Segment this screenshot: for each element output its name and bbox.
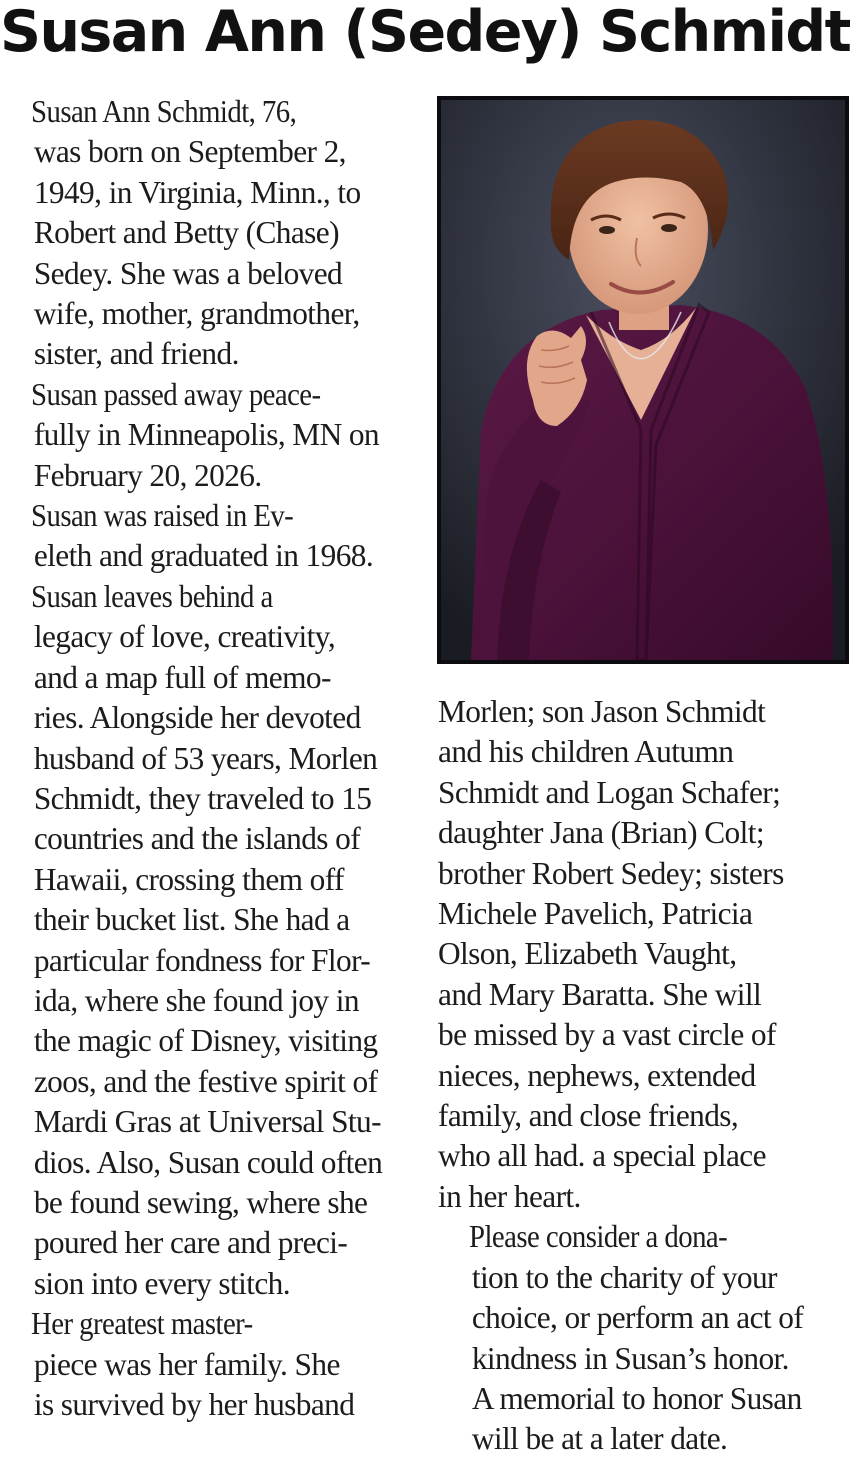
text-line: and a map full of memo- bbox=[33, 659, 331, 695]
text-line: legacy of love, creativity, bbox=[33, 619, 336, 655]
text-line: dios. Also, Susan could often bbox=[33, 1144, 383, 1180]
text-line: wife, mother, grandmother, bbox=[33, 296, 360, 332]
paragraph bbox=[0, 496, 414, 577]
text-line: eleth and graduated in 1968. bbox=[33, 538, 374, 574]
text-line: Please consider a dona- bbox=[469, 1219, 728, 1255]
text-line: Schmidt, they traveled to 15 bbox=[33, 780, 372, 816]
text-line: sion into every stitch. bbox=[33, 1265, 290, 1301]
text-line: Schmidt and Logan Schafer; bbox=[438, 774, 781, 810]
text-line: kindness in Susan’s honor. bbox=[471, 1340, 789, 1376]
text-line: Michele Pavelich, Patricia bbox=[438, 896, 753, 932]
text-line: and his children Autumn bbox=[438, 734, 734, 770]
text-line: Hawaii, crossing them off bbox=[33, 861, 344, 897]
text-line: be missed by a vast circle of bbox=[438, 1017, 776, 1053]
portrait-photo bbox=[441, 100, 845, 660]
text-line: countries and the islands of bbox=[33, 821, 361, 857]
text-line: is survived by her husband bbox=[33, 1387, 355, 1422]
text-line: zoos, and the festive spirit of bbox=[33, 1063, 378, 1099]
text-line: Robert and Betty (Chase) bbox=[33, 215, 339, 251]
text-line: Morlen; son Jason Schmidt bbox=[438, 694, 766, 729]
text-line: 1949, in Virginia, Minn., to bbox=[33, 174, 361, 210]
paragraph bbox=[0, 92, 414, 375]
text-line: ries. Alongside her devoted bbox=[33, 700, 361, 736]
paragraph bbox=[0, 577, 414, 1304]
text-line: choice, or perform an act of bbox=[471, 1300, 804, 1336]
text-line: was born on September 2, bbox=[33, 134, 346, 170]
text-line: Susan was raised in Ev- bbox=[31, 498, 294, 534]
text-line: February 20, 2026. bbox=[33, 457, 262, 493]
paragraph bbox=[438, 692, 850, 1217]
right-text-column bbox=[438, 692, 850, 1460]
text-line: nieces, nephews, extended bbox=[438, 1057, 756, 1093]
text-line: husband of 53 years, Morlen bbox=[33, 740, 378, 776]
left-text-column bbox=[0, 92, 414, 1425]
text-line: be found sewing, where she bbox=[33, 1184, 368, 1220]
text-line: fully in Minneapolis, MN on bbox=[33, 417, 380, 453]
text-line: Mardi Gras at Universal Stu- bbox=[33, 1104, 381, 1140]
text-line: ida, where she found joy in bbox=[33, 982, 359, 1018]
text-line: who all had. a special place bbox=[438, 1138, 766, 1174]
text-line: particular fondness for Flor- bbox=[33, 942, 371, 978]
text-line: tion to the charity of your bbox=[471, 1259, 777, 1295]
text-line: and Mary Baratta. She will bbox=[438, 976, 762, 1012]
text-line: Sedey. She was a beloved bbox=[33, 255, 343, 291]
text-line: their bucket list. She had a bbox=[33, 902, 350, 938]
text-line: Olson, Elizabeth Vaught, bbox=[438, 936, 737, 972]
paragraph bbox=[0, 375, 414, 496]
text-line: family, and close friends, bbox=[438, 1098, 739, 1134]
obituary-headline: Susan Ann (Sedey) Schmidt bbox=[0, 0, 850, 65]
text-line: Susan leaves behind a bbox=[31, 578, 273, 614]
text-line: A memorial to honor Susan bbox=[471, 1380, 802, 1416]
paragraph bbox=[0, 1304, 414, 1425]
text-line: will be at a later date. bbox=[471, 1421, 728, 1457]
text-line: Her greatest master- bbox=[31, 1306, 253, 1342]
text-line: in her heart. bbox=[438, 1178, 581, 1214]
text-line: daughter Jana (Brian) Colt; bbox=[438, 815, 764, 851]
text-line: poured her care and preci- bbox=[33, 1225, 348, 1261]
text-line: brother Robert Sedey; sisters bbox=[438, 855, 784, 891]
portrait-photo-frame bbox=[437, 96, 849, 664]
text-line: Susan Ann Schmidt, 76, bbox=[31, 94, 297, 129]
paragraph bbox=[438, 1217, 850, 1459]
text-line: piece was her family. She bbox=[33, 1346, 340, 1382]
text-line: Susan passed away peace- bbox=[31, 376, 321, 412]
text-line: the magic of Disney, visiting bbox=[33, 1023, 378, 1059]
text-line: sister, and friend. bbox=[33, 336, 239, 372]
